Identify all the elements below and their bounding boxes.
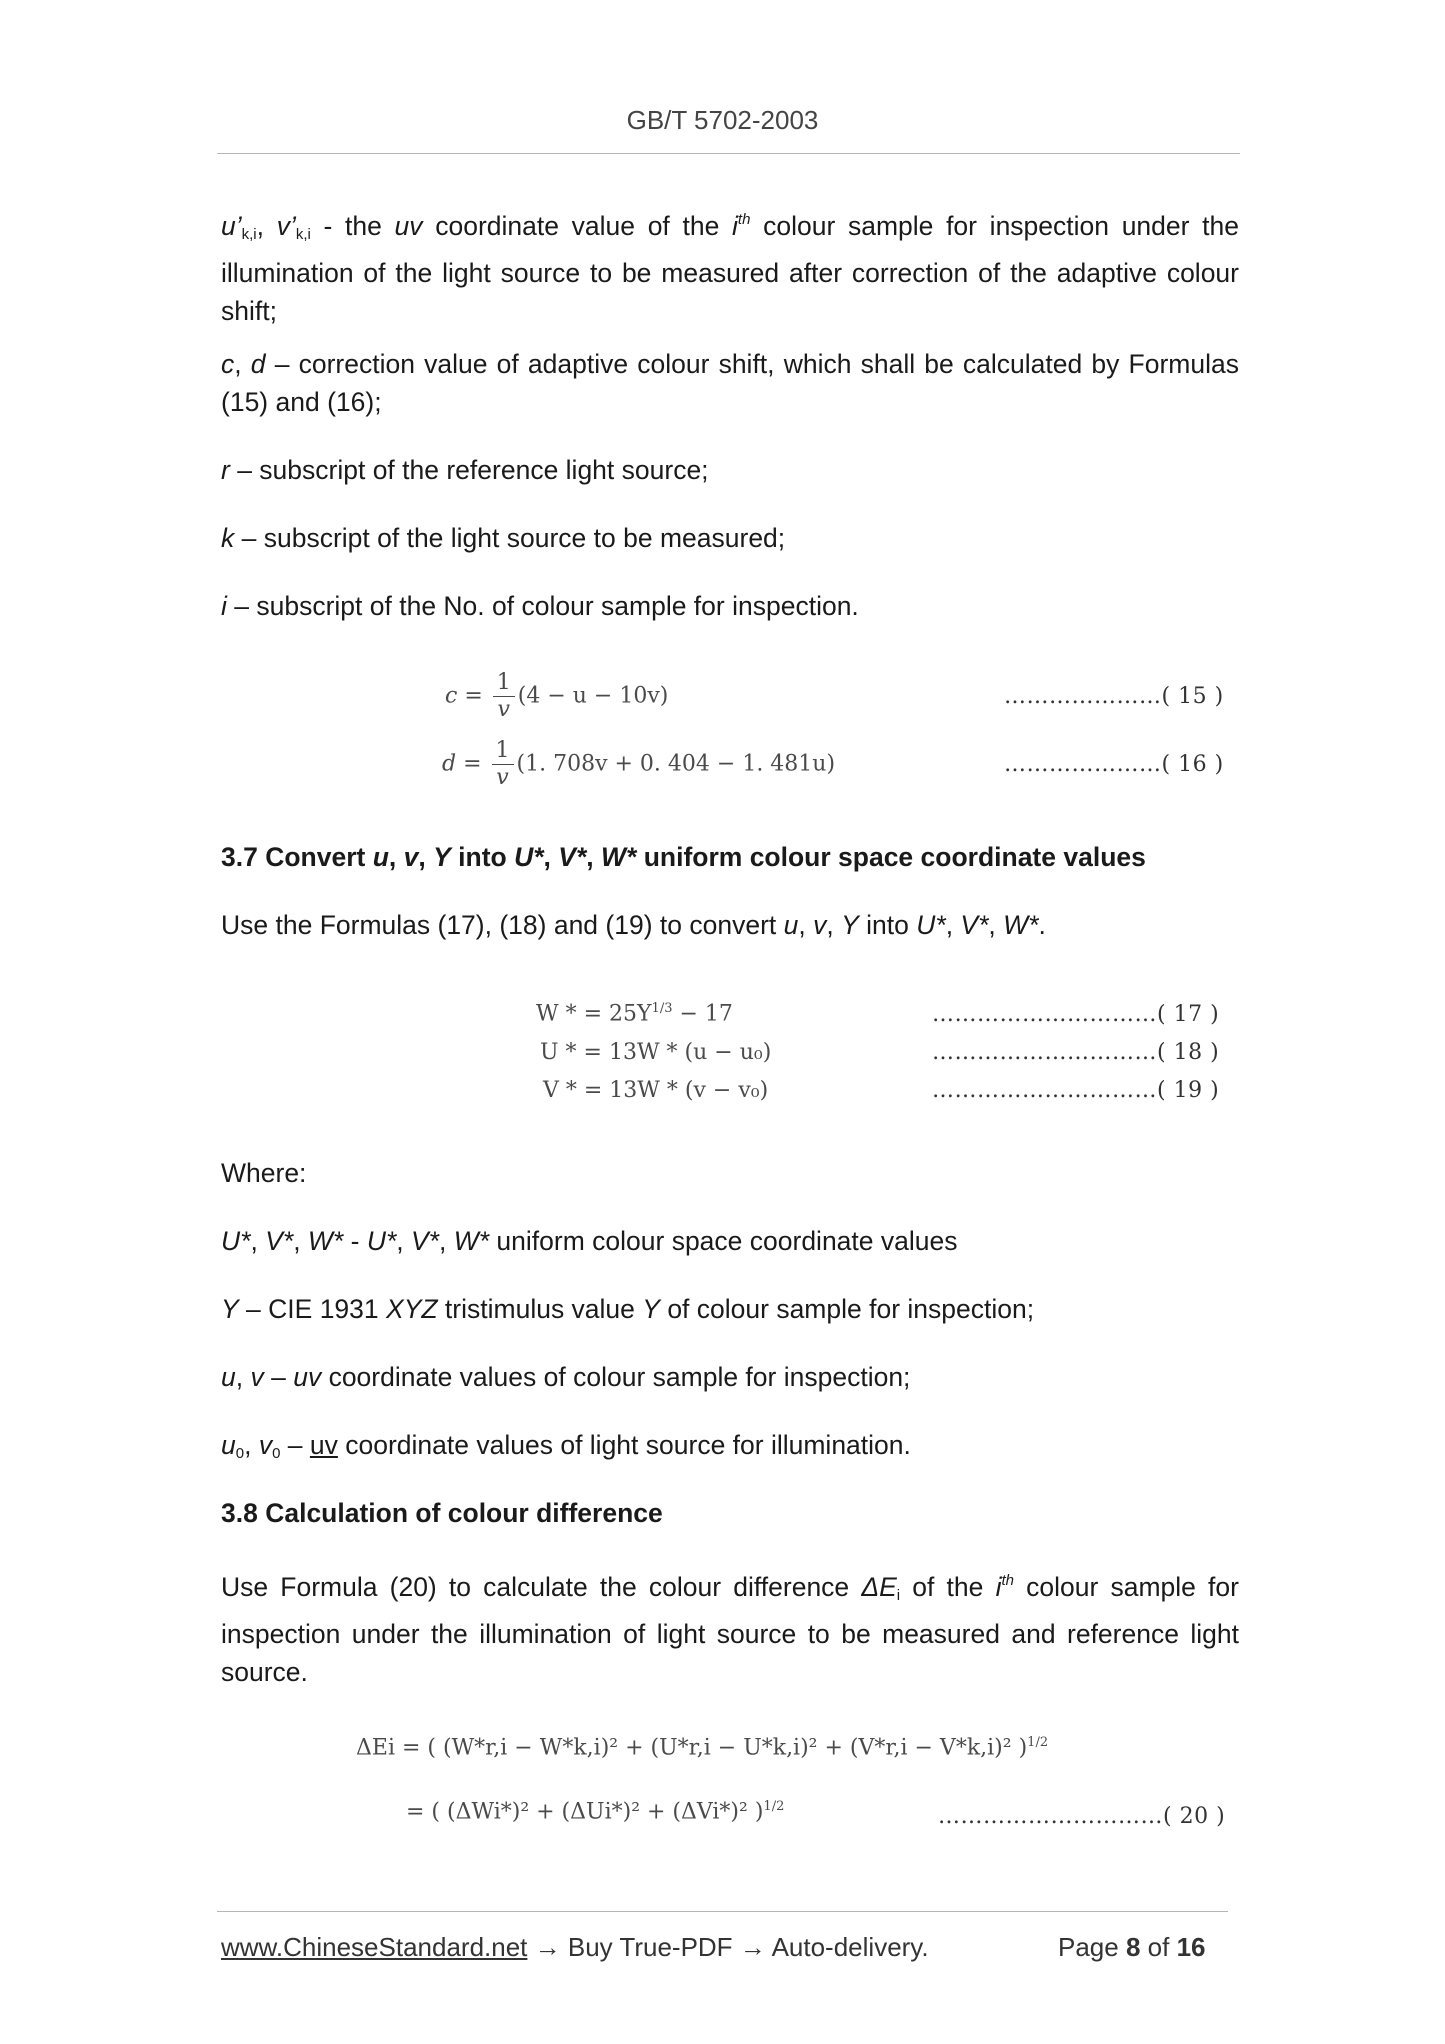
formula-17-tag: …………………………( 17 ) bbox=[932, 1002, 1220, 1027]
definition-r bbox=[221, 451, 1239, 489]
text: into bbox=[450, 842, 515, 872]
separator: , bbox=[988, 910, 1004, 940]
subscript: k,i bbox=[241, 226, 257, 243]
text: – subscript of the reference light source; bbox=[229, 455, 709, 485]
symbol-w-star: W* bbox=[1003, 910, 1039, 940]
formula-body: = ( (ΔWi*)² + (ΔUi*)² + (ΔVi*)² ) bbox=[406, 1799, 764, 1825]
exponent: 1/2 bbox=[763, 1799, 785, 1814]
superscript: th bbox=[1001, 1572, 1014, 1589]
definition-u0-v0 bbox=[221, 1426, 1239, 1473]
formula-body: ΔEi = ( (W*r,i − W*k,i)² + (U*r,i − U*k,i)² + (V*r,i − V*k,i)² ) bbox=[356, 1735, 1028, 1761]
separator: , bbox=[798, 910, 814, 940]
subscript: k,i bbox=[295, 226, 311, 243]
fraction bbox=[492, 740, 514, 789]
definition-uv-corrected bbox=[221, 201, 1239, 330]
exponent: 1/2 bbox=[1027, 1735, 1049, 1750]
symbol-uv: uv bbox=[309, 1430, 338, 1460]
symbol-v: v bbox=[250, 1362, 264, 1392]
separator: , bbox=[826, 910, 842, 940]
symbol-v-star: V* bbox=[960, 910, 989, 940]
separator: , bbox=[418, 842, 434, 872]
header-rule bbox=[217, 153, 1240, 154]
superscript: th bbox=[737, 211, 751, 228]
separator: , bbox=[396, 1226, 411, 1256]
symbol-u: u bbox=[221, 1362, 236, 1392]
page-of: of bbox=[1140, 1932, 1177, 1962]
symbol-v: v bbox=[813, 910, 827, 940]
section-3-8-body bbox=[221, 1562, 1239, 1691]
page-header: GB/T 5702-2003 bbox=[626, 105, 819, 135]
text: Use Formula (20) to calculate the colour difference bbox=[221, 1572, 862, 1602]
separator: , bbox=[439, 1226, 454, 1256]
formula-15 bbox=[445, 672, 668, 721]
text: – bbox=[280, 1430, 310, 1460]
numerator: 1 bbox=[492, 740, 514, 765]
symbol-u: u bbox=[221, 1430, 236, 1460]
symbol-u-star: U* bbox=[916, 910, 946, 940]
formula-rhs: (1. 708v + 0. 404 − 1. 481u) bbox=[516, 751, 836, 777]
symbol-i: i bbox=[995, 1572, 1002, 1602]
formula-lhs: c = bbox=[445, 683, 483, 709]
separator: , bbox=[586, 842, 602, 872]
symbol-y: Y bbox=[841, 910, 859, 940]
text: – CIE 1931 bbox=[238, 1294, 387, 1324]
symbol-k: k bbox=[221, 523, 235, 553]
symbol-u: u bbox=[783, 910, 799, 940]
symbol-w-star: W* bbox=[307, 1226, 344, 1256]
formula-15-tag: …………………( 15 ) bbox=[1004, 684, 1224, 709]
symbol-u-star: U* bbox=[514, 842, 544, 872]
text: Use the Formulas (17), (18) and (19) to convert bbox=[221, 910, 784, 940]
separator: , bbox=[256, 211, 277, 241]
text: 3.7 Convert bbox=[221, 842, 373, 872]
numerator: 1 bbox=[493, 672, 515, 697]
symbol-v: v bbox=[403, 842, 419, 872]
separator: , bbox=[388, 842, 404, 872]
page-label: Page bbox=[1058, 1932, 1126, 1962]
symbol-w-star: W* bbox=[453, 1226, 490, 1256]
symbol-v-star: V* bbox=[411, 1226, 439, 1256]
text: uniform colour space coordinate values bbox=[636, 842, 1146, 872]
text: – correction value of adaptive colour shift, which shall be calculated by Formulas (15) and (16); bbox=[221, 349, 1239, 417]
separator: , bbox=[293, 1226, 308, 1256]
symbol-u-prime: u’ bbox=[221, 211, 242, 241]
symbol-u-star: U* bbox=[366, 1226, 397, 1256]
formula-rhs: (4 − u − 10v) bbox=[517, 683, 669, 709]
where-label: Where: bbox=[221, 1158, 307, 1188]
symbol-y: Y bbox=[221, 1294, 239, 1324]
subscript: i bbox=[896, 1587, 901, 1604]
separator: - bbox=[343, 1226, 367, 1256]
text: of colour sample for inspection; bbox=[659, 1294, 1035, 1324]
page-total: 16 bbox=[1176, 1932, 1206, 1962]
symbol-y: Y bbox=[642, 1294, 660, 1324]
formula-16-tag: …………………( 16 ) bbox=[1004, 752, 1224, 777]
formula-body: − 17 bbox=[672, 1001, 733, 1027]
text: – subscript of the No. of colour sample for inspection. bbox=[226, 591, 859, 621]
text: . bbox=[1038, 910, 1046, 940]
formula-17 bbox=[536, 1002, 733, 1025]
symbol-r: r bbox=[221, 455, 230, 485]
section-3-7-body bbox=[221, 906, 1239, 944]
symbol-delta-e: ΔE bbox=[861, 1572, 897, 1602]
separator: , bbox=[945, 910, 961, 940]
text: – bbox=[263, 1362, 294, 1392]
formula-body: W * = 25Y bbox=[536, 1001, 652, 1027]
symbol-c: c bbox=[221, 349, 235, 379]
symbol-v: v bbox=[258, 1430, 273, 1460]
section-3-7-heading bbox=[221, 838, 1239, 876]
section-3-8-heading: 3.8 Calculation of colour difference bbox=[221, 1498, 663, 1528]
text: coordinate values of colour sample for inspection; bbox=[321, 1362, 911, 1392]
text: colour sample for inspection under the illumination of the light source to be measured after correction of the adaptive colour shift; bbox=[221, 211, 1239, 326]
fraction bbox=[493, 672, 515, 721]
symbol-d: d bbox=[250, 349, 266, 379]
exponent: 1/3 bbox=[651, 1001, 673, 1016]
separator: , bbox=[235, 1362, 251, 1392]
symbol-u-star: U* bbox=[221, 1226, 251, 1256]
text: of the bbox=[900, 1572, 996, 1602]
text: coordinate values of light source for illumination. bbox=[337, 1430, 911, 1460]
text: – subscript of the light source to be measured; bbox=[234, 523, 786, 553]
subscript: 0 bbox=[235, 1445, 245, 1462]
symbol-xyz: XYZ bbox=[386, 1294, 438, 1324]
text: uniform colour space coordinate values bbox=[489, 1226, 958, 1256]
symbol-i: i bbox=[732, 211, 738, 241]
symbol-y: Y bbox=[433, 842, 451, 872]
formula-20-line1 bbox=[356, 1736, 1048, 1759]
subscript: 0 bbox=[272, 1445, 281, 1462]
footer-tagline: → Buy True-PDF → Auto-delivery. bbox=[527, 1932, 929, 1962]
footer-rule bbox=[217, 1911, 1228, 1912]
website-link[interactable]: www.ChineseStandard.net bbox=[221, 1932, 528, 1962]
denominator: v bbox=[496, 765, 509, 790]
symbol-uv: uv bbox=[293, 1362, 322, 1392]
separator: , bbox=[250, 1226, 266, 1256]
definition-u-v bbox=[221, 1358, 1239, 1396]
definition-c-d bbox=[221, 345, 1239, 421]
formula-18-tag: …………………………( 18 ) bbox=[932, 1040, 1220, 1065]
text: - the bbox=[310, 211, 395, 241]
separator: , bbox=[234, 349, 251, 379]
footer-promo bbox=[221, 1932, 929, 1963]
text: into bbox=[858, 910, 917, 940]
symbol-v-star: V* bbox=[265, 1226, 294, 1256]
definition-k bbox=[221, 519, 1239, 557]
formula-16 bbox=[442, 740, 835, 789]
formula-20-line2 bbox=[406, 1800, 784, 1823]
page-indicator bbox=[1058, 1932, 1205, 1963]
symbol-v-star: V* bbox=[558, 842, 587, 872]
symbol-i: i bbox=[221, 591, 227, 621]
separator: , bbox=[244, 1430, 259, 1460]
formula-lhs: d = bbox=[442, 751, 482, 777]
formula-18: U * = 13W * (u − u₀) bbox=[540, 1040, 772, 1065]
definition-uvw-star bbox=[221, 1222, 1239, 1260]
definition-y bbox=[221, 1290, 1239, 1328]
formula-20-tag: …………………………( 20 ) bbox=[938, 1804, 1226, 1829]
definition-i bbox=[221, 587, 1239, 625]
symbol-uv: uv bbox=[394, 211, 423, 241]
page-number: 8 bbox=[1125, 1932, 1141, 1962]
formula-19: V * = 13W * (v − v₀) bbox=[543, 1078, 769, 1103]
separator: , bbox=[543, 842, 559, 872]
symbol-u: u bbox=[372, 842, 389, 872]
text: coordinate value of the bbox=[422, 211, 733, 241]
text: colour sample for inspection under the illumination of light source to be measured and reference light source. bbox=[221, 1572, 1239, 1687]
symbol-w-star: W* bbox=[601, 842, 637, 872]
formula-19-tag: …………………………( 19 ) bbox=[932, 1078, 1220, 1103]
text: tristimulus value bbox=[437, 1294, 643, 1324]
symbol-v-prime: v’ bbox=[276, 211, 296, 241]
denominator: v bbox=[497, 697, 510, 722]
